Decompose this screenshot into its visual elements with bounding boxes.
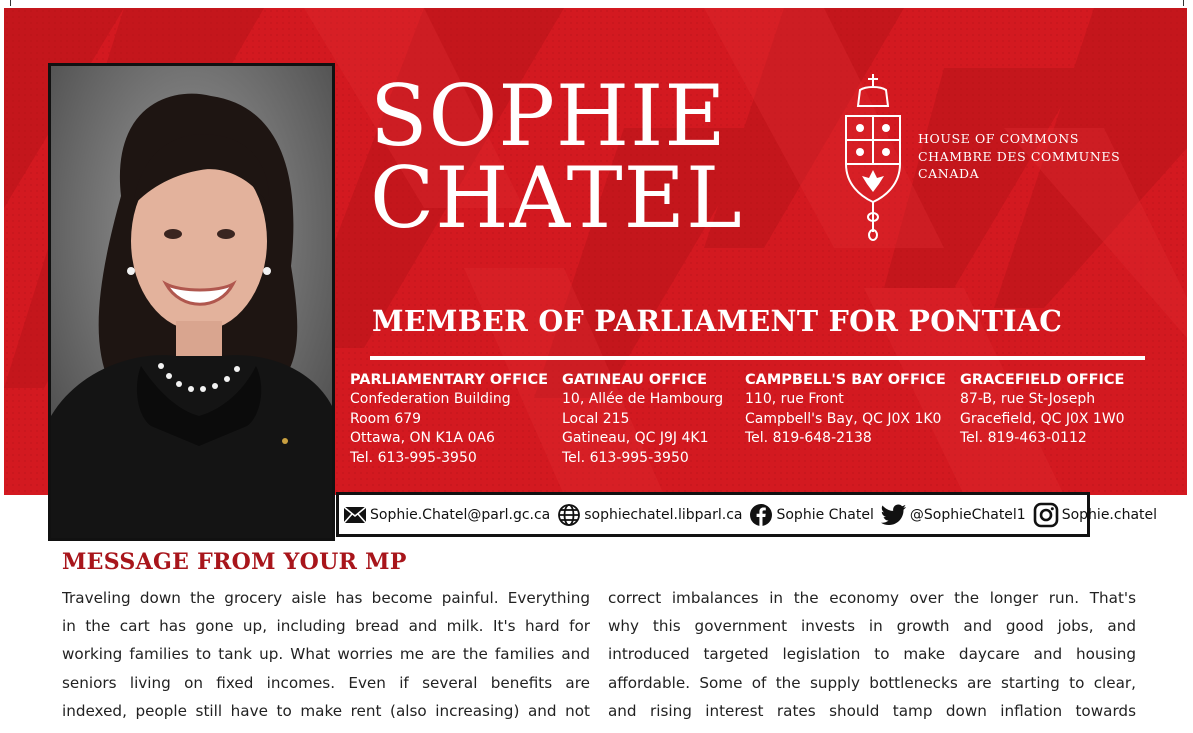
member-title: MEMBER OF PARLIAMENT FOR PONTIAC — [372, 304, 1063, 338]
office-phone: Tel. 613-995-3950 — [350, 449, 477, 466]
twitter-text: @SophieChatel1 — [909, 506, 1026, 523]
mp-last-name: CHATEL — [370, 149, 743, 247]
office-gracefield — [960, 371, 1125, 449]
message-line: seniors living on fixed incomes. Even if several benefits are — [62, 673, 590, 692]
title-divider — [370, 356, 1145, 360]
website-text: sophiechatel.libparl.ca — [584, 506, 743, 523]
facebook-text: Sophie Chatel — [776, 506, 874, 523]
message-line: and rising interest rates should tamp down inflation towards — [608, 701, 1136, 720]
house-of-commons-crest-icon — [838, 72, 908, 244]
contact-twitter[interactable] — [881, 504, 1026, 526]
office-campbells-bay — [745, 371, 946, 449]
crop-mark-top-right — [1183, 0, 1184, 6]
office-name: GRACEFIELD OFFICE — [960, 372, 1125, 388]
office-line: Room 679 — [350, 410, 422, 427]
instagram-icon — [1033, 502, 1059, 528]
contact-instagram[interactable] — [1033, 502, 1157, 528]
message-line: Traveling down the grocery aisle has become painful. Everything — [62, 589, 590, 607]
message-line: introduced targeted legislation to make daycare and housing — [608, 645, 1136, 664]
mail-icon — [343, 506, 367, 524]
mp-first-name: SOPHIE — [370, 67, 727, 165]
office-line: Gatineau, QC J9J 4K1 — [562, 430, 709, 446]
contact-bar — [336, 492, 1158, 537]
message-column-right — [608, 584, 1136, 725]
house-of-commons-label — [918, 130, 1120, 183]
office-parliamentary — [350, 371, 548, 468]
office-phone: Tel. 819-463-0112 — [960, 430, 1087, 446]
office-phone: Tel. 819-648-2138 — [745, 430, 872, 446]
message-line: correct imbalances in the economy over the longer run. That's — [608, 589, 1136, 607]
office-name: GATINEAU OFFICE — [562, 372, 707, 388]
office-line: Local 215 — [562, 410, 630, 427]
message-line: in the cart has gone up, including bread and milk. It's hard for — [62, 617, 590, 636]
facebook-icon — [749, 503, 773, 527]
contact-facebook[interactable] — [749, 503, 873, 527]
message-heading: MESSAGE FROM YOUR MP — [62, 549, 407, 575]
email-text: Sophie.Chatel@parl.gc.ca — [370, 506, 551, 523]
contact-email[interactable] — [343, 506, 550, 524]
mp-name — [370, 67, 743, 247]
house-line-french: CHAMBRE DES COMMUNES — [918, 148, 1121, 164]
message-column-left — [62, 584, 590, 725]
office-line: Ottawa, ON K1A 0A6 — [350, 430, 495, 446]
office-phone: Tel. 613-995-3950 — [562, 449, 689, 466]
office-line: Campbell's Bay, QC J0X 1K0 — [745, 410, 942, 427]
office-line: 87-B, rue St-Joseph — [960, 391, 1096, 407]
office-line: 10, Allée de Hambourg — [562, 391, 724, 407]
message-line: working families to tank up. What worries me are the families and — [62, 645, 590, 664]
contact-website[interactable] — [557, 503, 742, 527]
crop-mark-top-left — [10, 0, 11, 6]
office-name: PARLIAMENTARY OFFICE — [350, 372, 548, 388]
instagram-text: Sophie.chatel — [1061, 506, 1158, 523]
office-name: CAMPBELL'S BAY OFFICE — [745, 372, 946, 388]
office-line: Confederation Building — [350, 391, 511, 407]
house-line-country: CANADA — [918, 166, 980, 181]
office-line: Gracefield, QC J0X 1W0 — [960, 410, 1125, 427]
message-line: affordable. Some of the supply bottlenecks are starting to clear, — [608, 673, 1136, 692]
office-gatineau — [562, 371, 723, 468]
house-line-english: HOUSE OF COMMONS — [918, 131, 1079, 146]
twitter-icon — [881, 504, 907, 526]
message-line: indexed, people still have to make rent (also increasing) and not — [62, 701, 590, 720]
office-line: 110, rue Front — [745, 391, 844, 407]
mp-portrait — [48, 63, 335, 541]
message-line: why this government invests in growth and good jobs, and — [608, 617, 1136, 636]
globe-icon — [557, 503, 581, 527]
